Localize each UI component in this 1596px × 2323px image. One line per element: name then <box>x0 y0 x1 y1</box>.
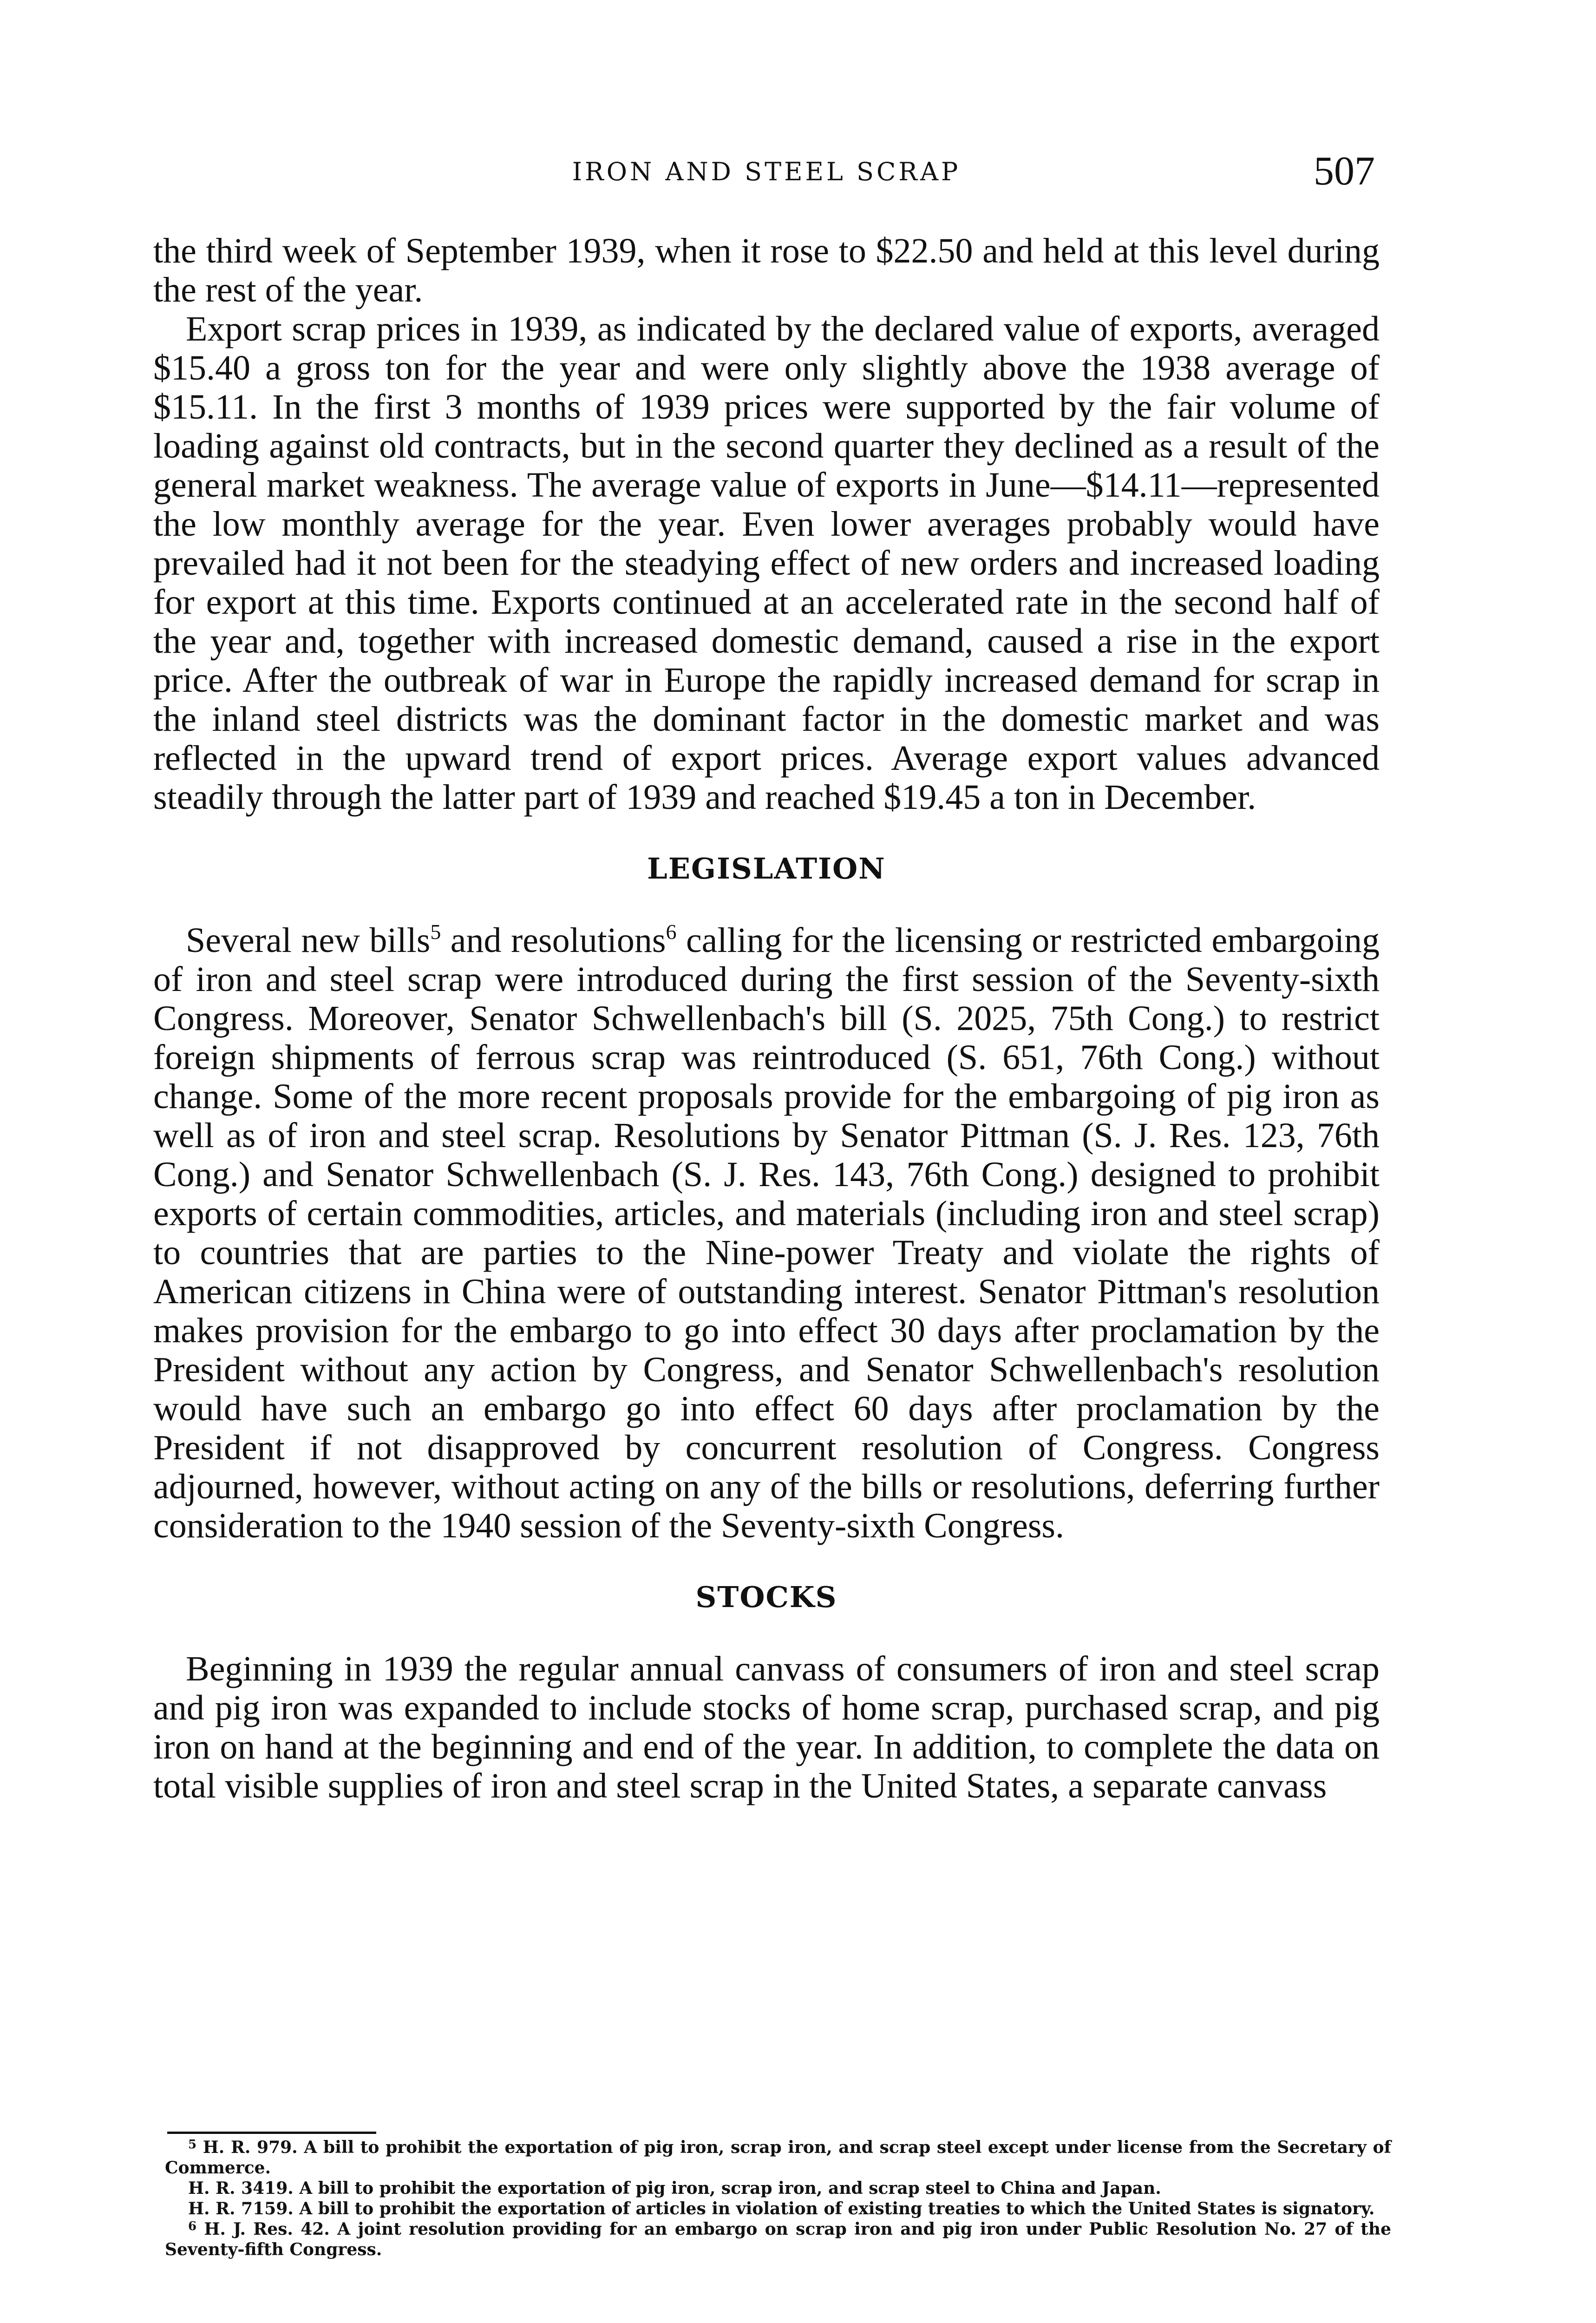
footnote-6-text: H. J. Res. 42. A joint resolution providing for an embargo on scrap iron and pig iron under Public Resolution No. 27 of the Seventy-fifth Congress. <box>165 2219 1391 2259</box>
page-number: 507 <box>1314 149 1375 194</box>
footnote-5c: H. R. 7159. A bill to prohibit the exportation of articles in violation of existing treaties to which the United States is signatory. <box>188 2199 1375 2218</box>
body-text <box>153 231 1380 1805</box>
footnote-5a-text: H. R. 979. A bill to prohibit the exportation of pig iron, scrap iron, and scrap steel except under license from the Secretary of Commerce. <box>165 2138 1391 2178</box>
footnote-5b: H. R. 3419. A bill to prohibit the exportation of pig iron, scrap iron, and scrap steel to China and Japan. <box>188 2179 1161 2198</box>
footnote-6 <box>165 2219 1391 2260</box>
footnote-mark-6: 6 <box>188 2219 197 2233</box>
heading-legislation: LEGISLATION <box>647 852 886 886</box>
legislation-text-2: and resolutions <box>441 921 666 960</box>
paragraph-legislation <box>153 921 1380 1545</box>
paragraph-export-prices: Export scrap prices in 1939, as indicated by the declared value of exports, averaged $15.40 a gross ton for the year and were only slightly above the 1938 average of $15.11. In the first 3 months of 1939 prices were supported by the fair volume of loading against old contracts, but in the second quarter they declined as a result of the general market weakness. The average value of exports in June—$14.11—represented the low monthly average for the year. Even lower averages probably would have prevailed had it not been for the steadying effect of new orders and increased loading for export at this time. Exports continued at an accelerated rate in the second half of the year and, together with increased domestic demand, caused a rise in the export price. After the outbreak of war in Europe the rapidly increased demand for scrap in the inland steel districts was the dominant factor in the domestic market and was reflected in the upward trend of export prices. Average export values advanced steadily through the latter part of 1939 and reached $19.45 a ton in December. <box>153 309 1380 817</box>
paragraph-stocks: Beginning in 1939 the regular annual canvass of consumers of iron and steel scrap and pig iron was expanded to include stocks of home scrap, purchased scrap, and pig iron on hand at the beginning and end of the year. In addition, to complete the data on total visible supplies of iron and steel scrap in the United States, a separate canvass <box>153 1649 1380 1805</box>
legislation-text-3: calling for the licensing or restricted embargoing of iron and steel scrap were introduced during the first session of the Seventy-sixth Congress. Moreover, Senator Schwellenbach's bill (S. 2025, 75th Cong.) to restrict foreign shipments of ferrous scrap was reintroduced (S. 651, 76th Cong.) without change. Some of the more recent proposals provide for the embargoing of pig iron as well as of iron and steel scrap. Resolutions by Senator Pittman (S. J. Res. 123, 76th Cong.) and Senator Schwellenbach (S. J. Res. 143, 76th Cong.) designed to prohibit exports of certain commodities, articles, and materials (including iron and steel scrap) to countries that are parties to the Nine-power Treaty and violate the rights of American citizens in China were of outstanding interest. Senator Pittman's resolution makes provision for the embargo to go into effect 30 days after proclamation by the President without any action by Congress, and Senator Schwellenbach's resolution would have such an embargo go into effect 60 days after proclamation by the President if not disapproved by concurrent resolution of Congress. Congress adjourned, however, without acting on any of the bills or resolutions, deferring further consideration to the 1940 session of the Seventy-sixth Congress. <box>153 921 1380 1545</box>
footnotes <box>165 2137 1391 2260</box>
footnote-rule <box>167 2132 376 2134</box>
running-head <box>158 148 1375 199</box>
footnote-5a <box>165 2137 1391 2178</box>
legislation-text-1: Several new bills <box>186 921 431 960</box>
footnote-ref-6: 6 <box>666 920 677 944</box>
paragraph-intro: the third week of September 1939, when it rose to $22.50 and held at this level during the rest of the year. <box>153 231 1380 309</box>
running-title: IRON AND STEEL SCRAP <box>572 157 961 186</box>
heading-stocks: STOCKS <box>695 1580 837 1614</box>
footnote-ref-5: 5 <box>430 920 441 944</box>
footnote-mark-5: 5 <box>188 2138 197 2152</box>
